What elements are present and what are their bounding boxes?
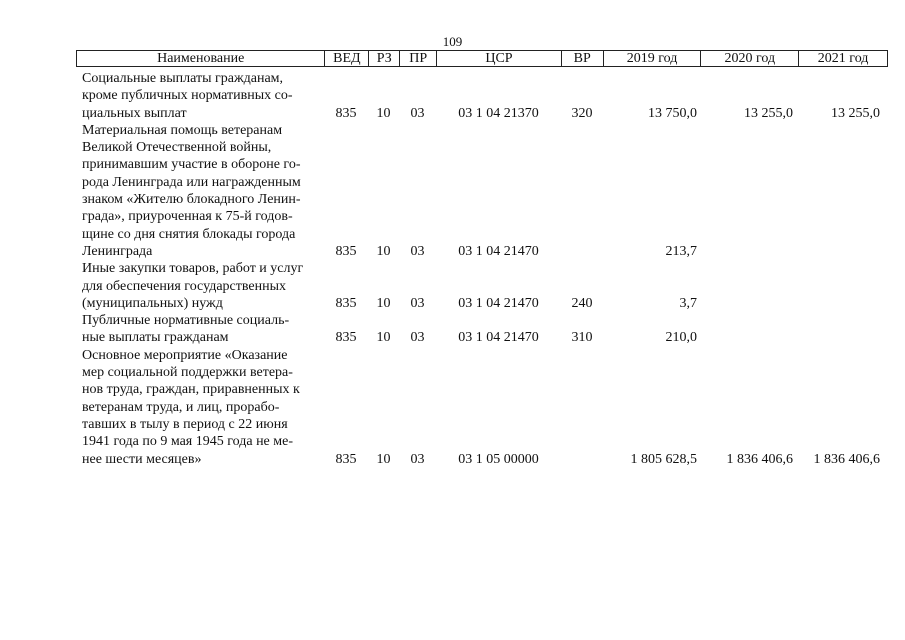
- row-y2019-value: 13 750,0: [648, 105, 697, 121]
- row-rz: [368, 260, 399, 312]
- row-rz-value: 10: [376, 451, 391, 467]
- row-pr-value: 03: [410, 243, 425, 259]
- row-name-line: (муниципальных) нужд: [82, 295, 223, 311]
- table-header: [76, 50, 888, 67]
- table-row: [76, 312, 888, 347]
- header-2021: 2021 год: [798, 51, 887, 66]
- row-vr: [561, 122, 603, 260]
- table-row: [76, 347, 888, 468]
- row-name-line: нее шести месяцев»: [82, 451, 202, 467]
- row-name-line: Великой Отечественной войны,: [82, 140, 272, 156]
- row-y2019-value: 3,7: [679, 295, 697, 311]
- row-name-line: Основное мероприятие «Оказание: [82, 347, 288, 363]
- row-y2019-value: 210,0: [665, 330, 697, 346]
- row-name-line: 1941 года по 9 мая 1945 года не ме-: [82, 434, 294, 450]
- row-ved: [324, 347, 368, 468]
- row-csr: [436, 260, 561, 312]
- row-y2019: [603, 260, 701, 312]
- header-2019: 2019 год: [603, 51, 701, 66]
- row-csr-value: 03 1 04 21470: [458, 330, 539, 346]
- row-rz: [368, 347, 399, 468]
- row-y2021: [799, 260, 888, 312]
- table-body: [76, 70, 888, 468]
- row-name-line: ные выплаты гражданам: [82, 330, 229, 346]
- row-y2020: [701, 260, 799, 312]
- row-name-line: тавших в тылу в период с 22 июня: [82, 416, 288, 432]
- row-y2021: [799, 122, 888, 260]
- row-csr-value: 03 1 04 21470: [458, 243, 539, 259]
- row-name: [76, 347, 324, 468]
- row-pr: [399, 312, 436, 347]
- row-name: [76, 260, 324, 312]
- row-name: [76, 70, 324, 122]
- row-name: [76, 122, 324, 260]
- row-name-line: Иные закупки товаров, работ и услуг: [82, 261, 304, 277]
- row-name-line: ветеранам труда, и лиц, прорабо-: [82, 399, 280, 415]
- row-csr-value: 03 1 04 21370: [458, 105, 539, 121]
- row-pr: [399, 260, 436, 312]
- header-pr: ПР: [399, 51, 436, 66]
- row-rz: [368, 122, 399, 260]
- row-name-line: знаком «Жителю блокадного Ленин-: [82, 192, 301, 208]
- row-vr-value: 310: [571, 330, 593, 346]
- header-name: Наименование: [157, 51, 245, 66]
- row-name-line: Материальная помощь ветеранам: [82, 122, 283, 138]
- header-rz: РЗ: [368, 51, 399, 66]
- row-ved: [324, 122, 368, 260]
- row-name-line: принимавшим участие в обороне го-: [82, 157, 301, 173]
- row-rz-value: 10: [376, 295, 391, 311]
- page-number: 109: [442, 34, 463, 49]
- row-rz-value: 10: [376, 243, 391, 259]
- row-ved-value: 835: [335, 451, 357, 467]
- row-vr-value: 320: [571, 105, 593, 121]
- row-rz: [368, 312, 399, 347]
- header-ved: ВЕД: [324, 51, 368, 66]
- row-name-line: Ленинграда: [82, 243, 153, 259]
- header-csr: ЦСР: [436, 51, 561, 66]
- row-rz-value: 10: [376, 330, 391, 346]
- row-rz-value: 10: [376, 105, 391, 121]
- table-row: [76, 122, 888, 260]
- row-vr: [561, 70, 603, 122]
- row-y2019: [603, 347, 701, 468]
- row-y2020-value: 13 255,0: [744, 105, 793, 121]
- header-2020: 2020 год: [700, 51, 798, 66]
- row-y2019: [603, 122, 701, 260]
- row-ved-value: 835: [335, 243, 357, 259]
- row-ved-value: 835: [335, 105, 357, 121]
- row-name: [76, 312, 324, 347]
- row-y2019-value: 213,7: [665, 243, 697, 259]
- row-name-line: циальных выплат: [82, 105, 187, 121]
- row-name-line: для обеспечения государственных: [82, 278, 286, 294]
- row-pr: [399, 122, 436, 260]
- row-rz: [368, 70, 399, 122]
- row-name-line: града», приуроченная к 75-й годов-: [82, 209, 293, 225]
- row-y2019-value: 1 805 628,5: [630, 451, 697, 467]
- row-name-line: рода Ленинграда или награжденным: [82, 174, 301, 190]
- row-name-line: нов труда, граждан, приравненных к: [82, 382, 300, 398]
- row-y2020: [701, 347, 799, 468]
- row-name-line: мер социальной поддержки ветера-: [82, 365, 293, 381]
- row-y2021-value: 1 836 406,6: [813, 451, 880, 467]
- row-y2021: [799, 312, 888, 347]
- row-ved-value: 835: [335, 295, 357, 311]
- row-csr: [436, 312, 561, 347]
- header-vr: ВР: [561, 51, 603, 66]
- row-pr-value: 03: [410, 330, 425, 346]
- row-y2019: [603, 312, 701, 347]
- row-y2021-value: 13 255,0: [831, 105, 880, 121]
- row-pr: [399, 347, 436, 468]
- row-y2021: [799, 347, 888, 468]
- row-pr-value: 03: [410, 451, 425, 467]
- row-y2020-value: 1 836 406,6: [726, 451, 793, 467]
- table-row: [76, 70, 888, 122]
- row-pr: [399, 70, 436, 122]
- row-y2020: [701, 122, 799, 260]
- row-csr-value: 03 1 05 00000: [458, 451, 539, 467]
- row-csr: [436, 70, 561, 122]
- row-name-line: кроме публичных нормативных со-: [82, 88, 293, 104]
- row-name-line: Социальные выплаты гражданам,: [82, 71, 284, 86]
- row-vr: [561, 347, 603, 468]
- row-name-line: Публичные нормативные социаль-: [82, 313, 290, 329]
- row-pr-value: 03: [410, 295, 425, 311]
- row-ved: [324, 260, 368, 312]
- row-ved: [324, 70, 368, 122]
- row-vr: [561, 260, 603, 312]
- row-y2019: [603, 70, 701, 122]
- row-y2020: [701, 312, 799, 347]
- table-row: [76, 260, 888, 312]
- row-y2021: [799, 70, 888, 122]
- row-csr: [436, 347, 561, 468]
- row-pr-value: 03: [410, 105, 425, 121]
- row-name-line: щине со дня снятия блокады города: [82, 226, 296, 242]
- row-csr: [436, 122, 561, 260]
- row-vr: [561, 312, 603, 347]
- row-ved-value: 835: [335, 330, 357, 346]
- row-y2020: [701, 70, 799, 122]
- row-csr-value: 03 1 04 21470: [458, 295, 539, 311]
- row-vr-value: 240: [571, 295, 593, 311]
- row-ved: [324, 312, 368, 347]
